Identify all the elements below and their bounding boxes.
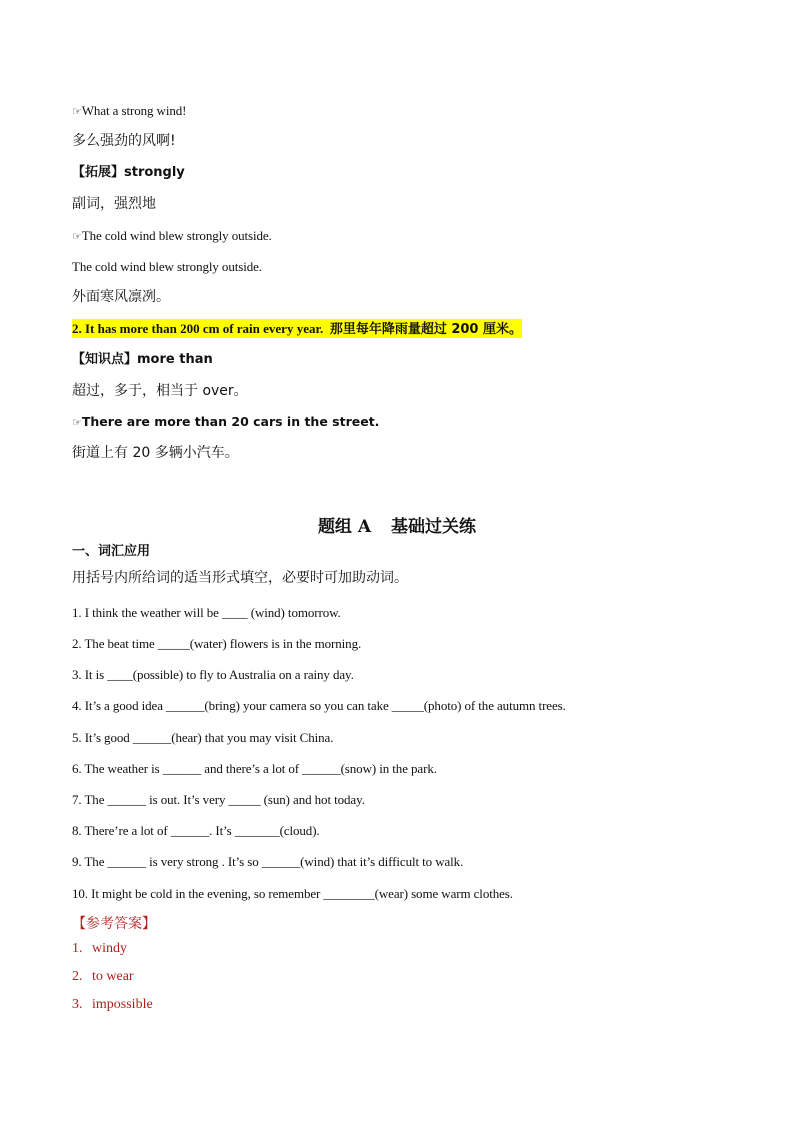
question-item: 8. There’re a lot of ______. It’s _______(cloud). bbox=[72, 823, 320, 838]
instruction: 用括号内所给词的适当形式填空，必要时可加助动词。 bbox=[72, 570, 408, 586]
knowledge-meaning: 超过，多于，相当于 over。 bbox=[72, 383, 248, 399]
section-title bbox=[0, 512, 794, 537]
example-line bbox=[72, 229, 272, 242]
extend-heading: 【拓展】strongly bbox=[72, 165, 185, 180]
part-heading: 一、词汇应用 bbox=[72, 544, 151, 559]
example-text: The cold wind blew strongly outside. bbox=[72, 259, 262, 274]
answer-text: windy bbox=[92, 941, 127, 956]
answer-number: 3. bbox=[72, 997, 83, 1012]
example-line bbox=[72, 416, 379, 429]
question-item: 9. The ______ is very strong . It’s so ______(wind) that it’s difficult to walk. bbox=[72, 854, 464, 869]
pointing-hand-icon: ☞ bbox=[72, 105, 82, 118]
answer-heading: 【参考答案】 bbox=[72, 916, 156, 932]
answer-item bbox=[72, 942, 127, 956]
knowledge-heading: 【知识点】more than bbox=[72, 352, 213, 367]
section-title-group: 题组 A bbox=[317, 517, 372, 537]
example-translation: 多么强劲的风啊! bbox=[72, 133, 176, 149]
example-text: What a strong wind! bbox=[81, 103, 187, 118]
example-translation: 街道上有 20 多辆小汽车。 bbox=[72, 445, 239, 461]
answer-item bbox=[72, 970, 134, 984]
section-title-name: 基础过关练 bbox=[391, 517, 477, 537]
question-item: 6. The weather is ______ and there’s a lot of ______(snow) in the park. bbox=[72, 761, 437, 776]
example-translation: 外面寒风凛冽。 bbox=[72, 289, 170, 305]
answer-text: to wear bbox=[92, 969, 134, 984]
answer-number: 1. bbox=[72, 941, 83, 956]
example-text: There are more than 20 cars in the street. bbox=[81, 414, 380, 429]
question-item: 10. It might be cold in the evening, so remember ________(wear) some warm clothes. bbox=[72, 886, 513, 901]
question-item: 4. It’s a good idea ______(bring) your camera so you can take _____(photo) of the autumn trees. bbox=[72, 698, 566, 713]
answer-item bbox=[72, 998, 153, 1012]
key-sentence bbox=[72, 321, 522, 337]
example-text: The cold wind blew strongly outside. bbox=[81, 228, 272, 243]
extend-meaning: 副词，强烈地 bbox=[72, 196, 156, 212]
question-item: 5. It’s good ______(hear) that you may visit China. bbox=[72, 730, 334, 745]
answer-text: impossible bbox=[92, 997, 153, 1012]
key-sentence-en: 2. It has more than 200 cm of rain every year. bbox=[72, 321, 324, 336]
key-sentence-cn: 那里每年降雨量超过 200 厘米。 bbox=[329, 322, 523, 337]
question-item: 2. The beat time _____(water) flowers is in the morning. bbox=[72, 636, 362, 651]
pointing-hand-icon: ☞ bbox=[72, 416, 82, 429]
pointing-hand-icon: ☞ bbox=[72, 230, 82, 243]
question-item: 1. I think the weather will be ____ (wind) tomorrow. bbox=[72, 605, 341, 620]
answer-number: 2. bbox=[72, 969, 83, 984]
question-item: 7. The ______ is out. It’s very _____ (sun) and hot today. bbox=[72, 792, 365, 807]
example-line bbox=[72, 104, 186, 117]
question-item: 3. It is ____(possible) to fly to Australia on a rainy day. bbox=[72, 667, 354, 682]
